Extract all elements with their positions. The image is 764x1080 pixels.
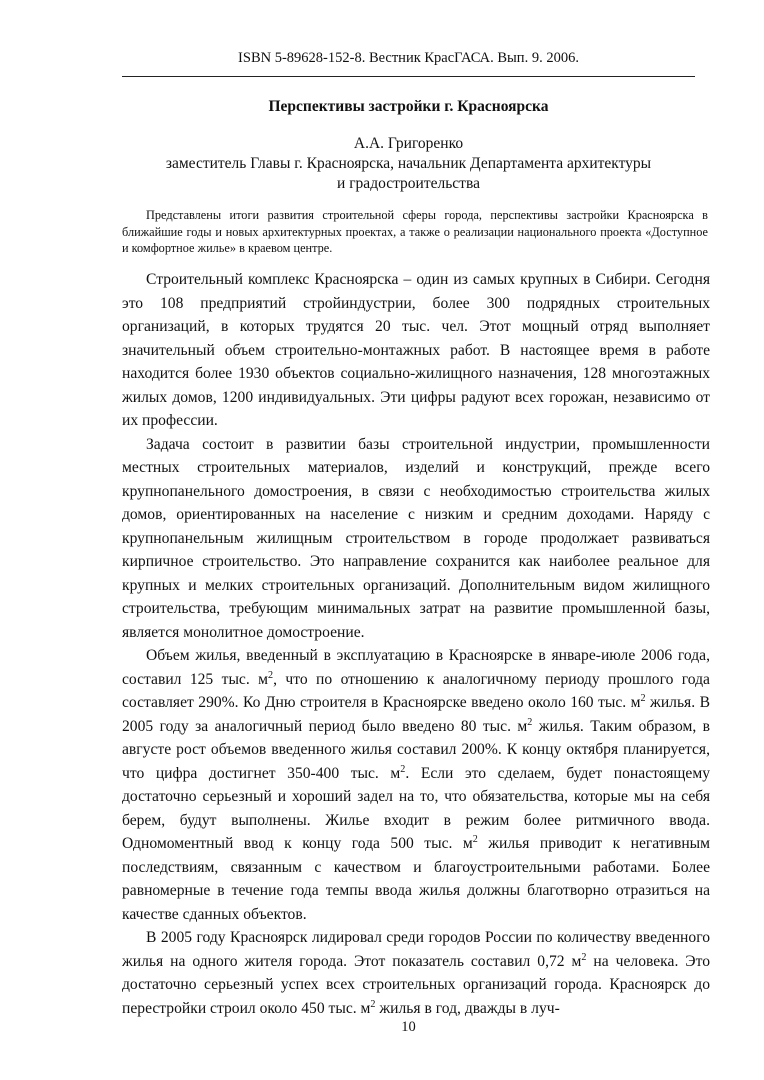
paragraph-1: Строительный комплекс Красноярска – один из самых крупных в Сибири. Сегодня это 108 предприятий стройиндустрии, более 300 подрядных строительных организаций, в которых трудятся 20 тыс. чел. Этот мощный отряд выполняет значительный объем строительно-монтажных работ. В настоящее время в работе находится более 1930 объектов социально-жилищного назначения, 128 многоэтажных жилых домов, 1200 индивидуальных. Эти цифры радуют всех горожан, независимо от их профессии. (122, 271, 710, 429)
p3-text-4: жилья. Таким образом, в августе рост объемов введенного жилья составил 200%. К концу октября планируется, что цифра достигнет 350-400 тыс. м (122, 717, 711, 782)
p3-text-2: , что по отношению к аналогичному периоду прошлого года составляет 290%. Ко Дню строителя в Красноярске введено около 160 тыс. м (122, 670, 710, 711)
superscript-2: 2 (581, 951, 587, 963)
running-head: ISBN 5-89628-152-8. Вестник КрасГАСА. Вып. 9. 2006. (238, 50, 579, 66)
p3-text-1: Объем жилья, введенный в эксплуатацию в Красноярске в январе-июле 2006 года, составил 125 тыс. м (122, 647, 710, 688)
affiliation-line-2: и градостроительства (337, 175, 480, 192)
p4-text-1: В 2005 году Красноярск лидировал среди городов России по количеству введенного жилья на одного жителя города. Этот показатель составил 0,72 м (122, 929, 710, 970)
superscript-2: 2 (527, 716, 533, 728)
abstract: Представлены итоги развития строительной сферы города, перспективы застройки Красноярска в ближайшие годы и новых архитектурных проектах, а также о реализации национального проекта «Доступное и комфортное жилье» в краевом центре. (122, 208, 708, 255)
superscript-2: 2 (640, 692, 646, 704)
superscript-2: 2 (472, 833, 478, 845)
superscript-2: 2 (370, 998, 376, 1010)
paragraph-2: Задача состоит в развитии базы строительной индустрии, промышленности местных строительных материалов, изделий и конструкций, прежде всего крупнопанельного домостроения, в связи с необходимостью строительства жилых домов, ориентированных на население с низким и средним доходами. Наряду с крупнопанельным жилищным строительством в городе продолжает развиваться кирпичное строительство. Это направление сохранится как наиболее реальное для крупных и мелких строительных организаций. Дополнительным видом жилищного строительства, требующим минимальных затрат на развитие промышленной базы, является монолитное домостроение. (122, 435, 710, 641)
p3-text-6: жилья приводит к негативным последствиям, связанным с качеством и благоустроительными работами. Более равномерные в течение года темпы ввода жилья должны благотворно отразиться на качестве сданных объектов. (122, 835, 711, 923)
p3-text-3: жилья. В 2005 году за аналогичный период было введено 80 тыс. м (122, 694, 710, 735)
paragraph-4 (122, 926, 710, 1020)
superscript-2: 2 (268, 669, 274, 681)
affiliation-line-1: заместитель Главы г. Красноярска, начальник Департамента архитектуры (165, 155, 652, 172)
p4-text-2: на человека. Это достаточно серьезный успех всех строительных организаций города. Красноярск до перестройки строил около 450 тыс. м (122, 952, 710, 1017)
author-name: А.А. Григоренко (353, 135, 464, 152)
page-number: 10 (401, 1019, 416, 1035)
article-title: Перспективы застройки г. Красноярска (268, 98, 549, 115)
author-affiliation (122, 154, 695, 194)
superscript-2: 2 (400, 763, 406, 775)
paragraph-3 (122, 644, 710, 926)
p4-text-3: жилья в год, дважды в луч- (375, 999, 560, 1017)
header-rule (122, 76, 695, 77)
article-body (122, 268, 710, 1020)
p3-text-5: . Если это сделаем, будет понастоящему достаточно серьезный и хороший задел на то, что обязательства, которые мы на себя берем, будут выполнены. Жилье входит в режим более ритмичного ввода. Одномоментный ввод к концу года 500 тыс. м (122, 764, 710, 852)
